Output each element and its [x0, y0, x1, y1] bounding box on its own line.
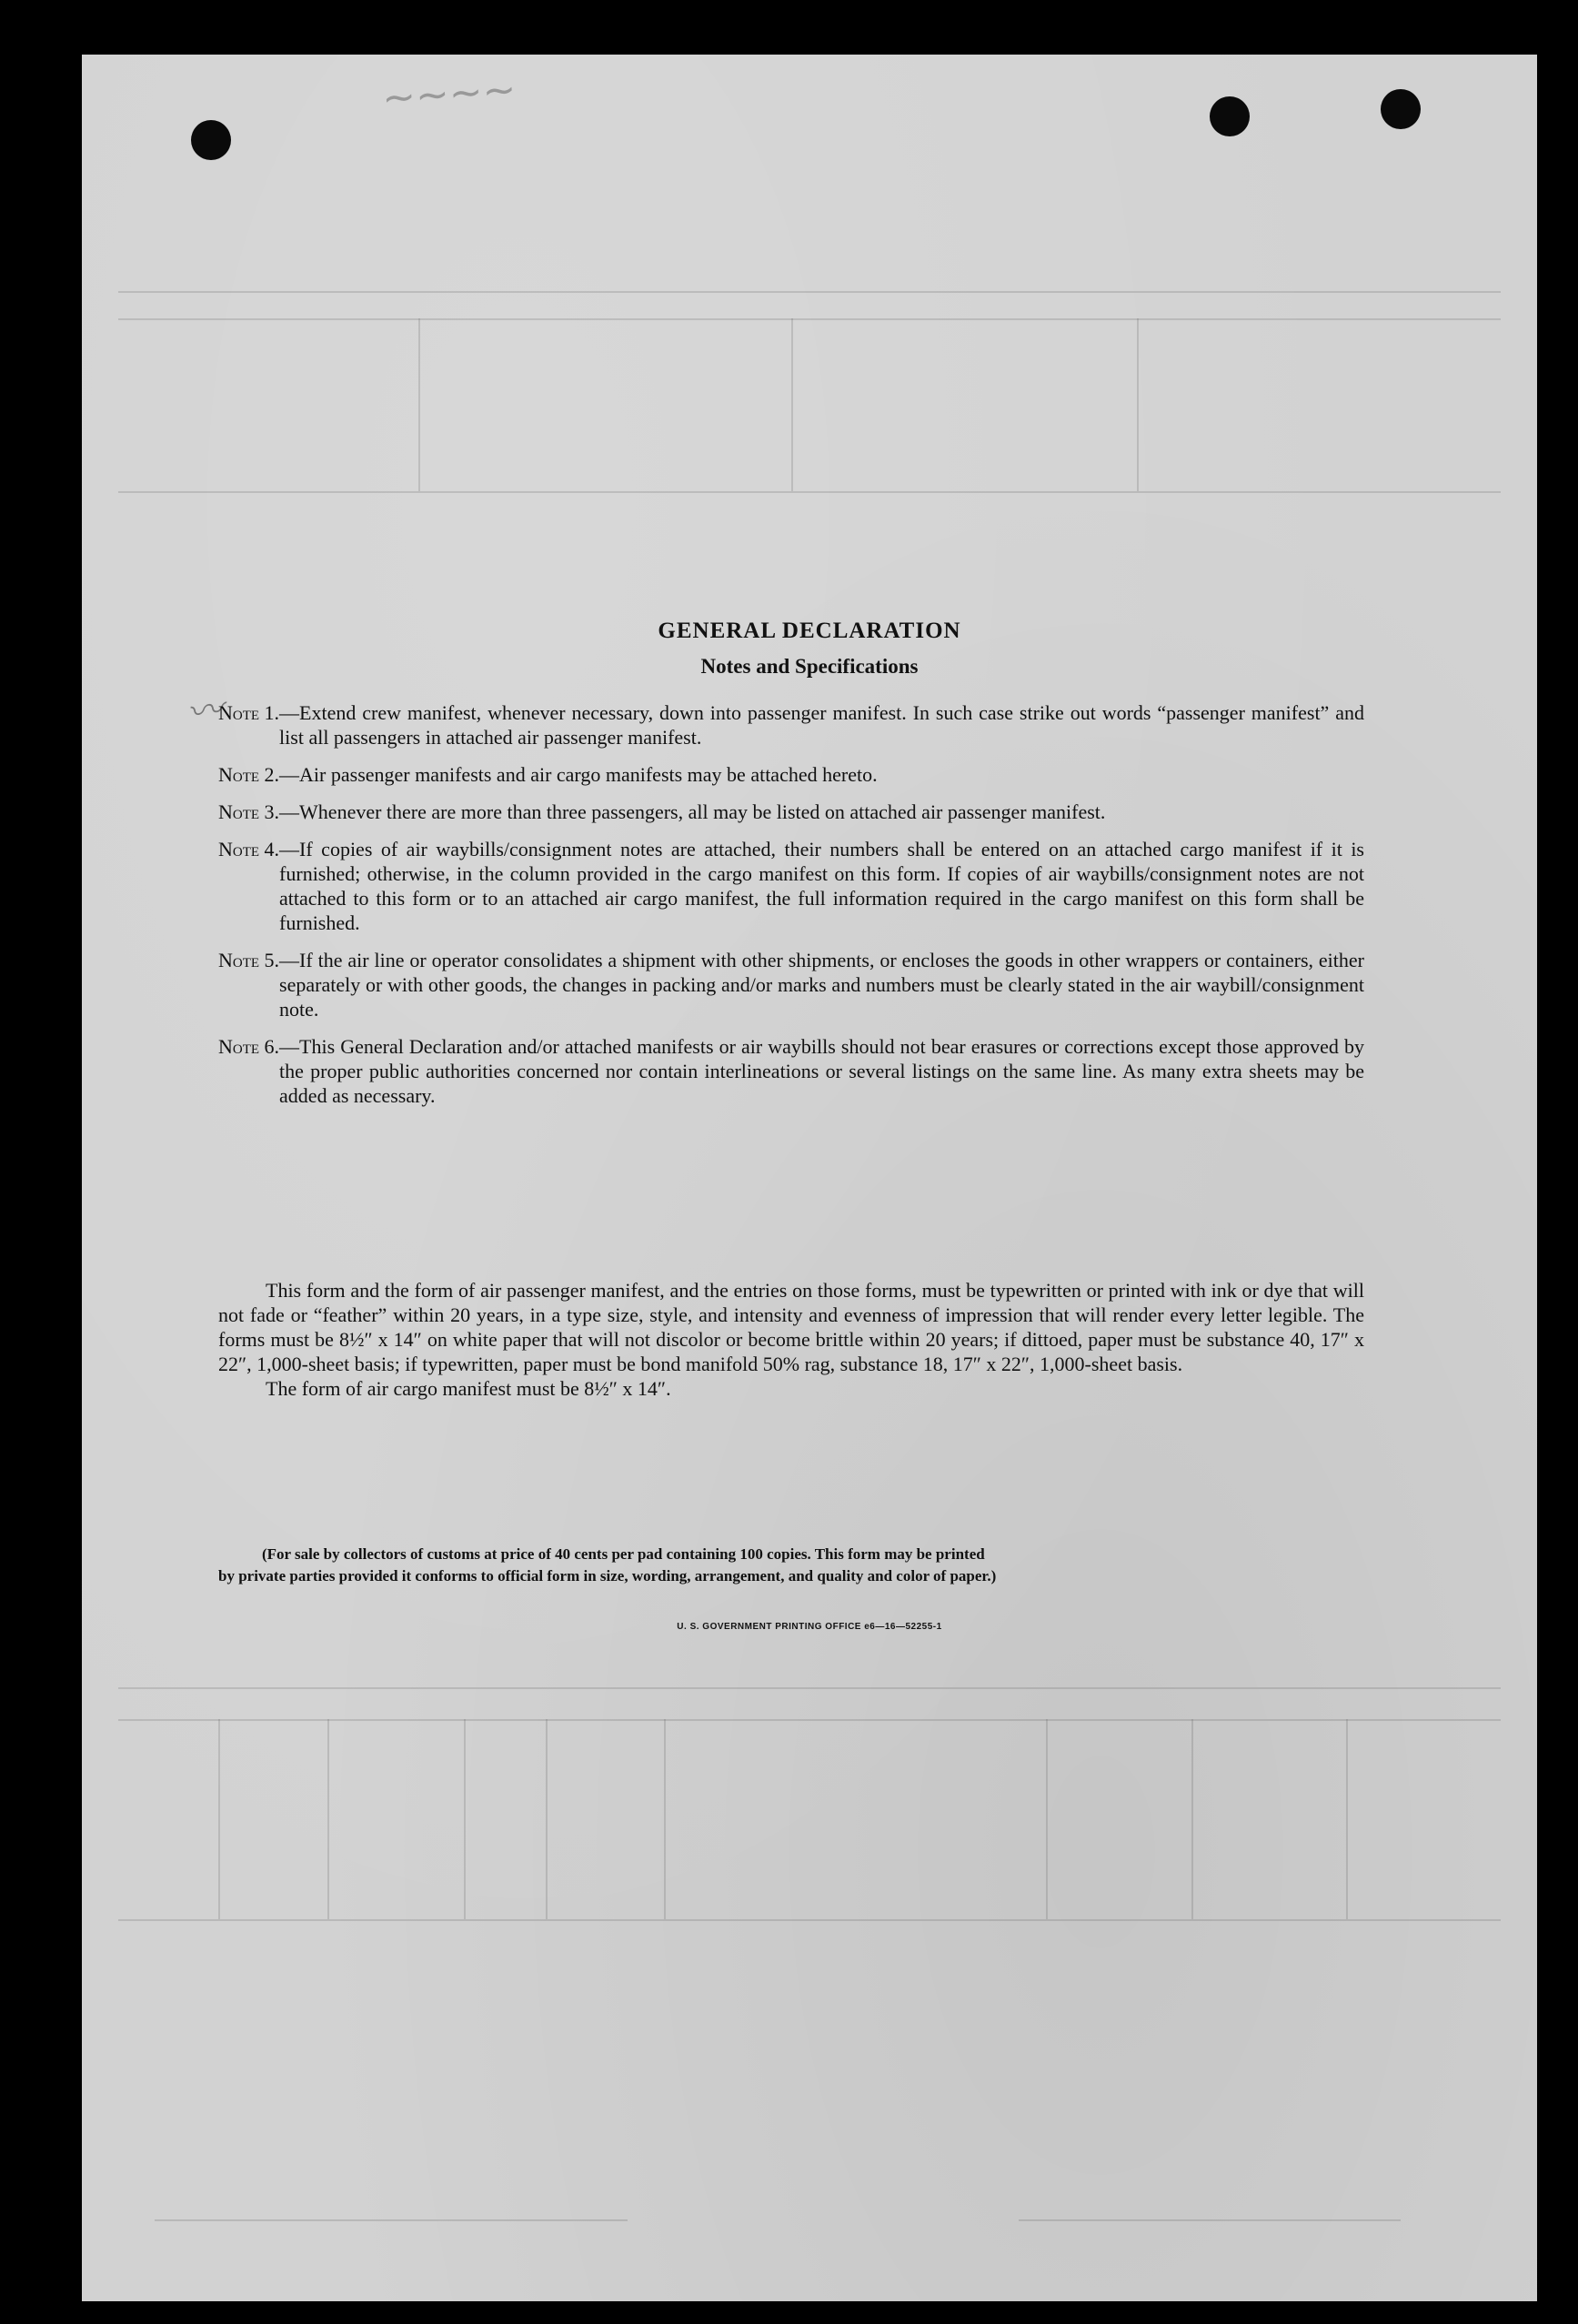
sale-notice: [218, 1544, 1364, 1587]
note-1: [218, 700, 1364, 750]
note-label: Note 2.: [218, 763, 280, 786]
sale-notice-line: (For sale by collectors of customs at price of 40 cents per pad containing 100 copies. This form may be printed: [262, 1545, 985, 1563]
form-specifications: [218, 1278, 1364, 1401]
printing-office-imprint: U. S. GOVERNMENT PRINTING OFFICE e6—16—52255-1: [677, 1622, 942, 1632]
cargo-manifest-size: The form of air cargo manifest must be 8½″ x 14″.: [266, 1377, 671, 1400]
handwriting-mark: 〰: [184, 688, 226, 735]
note-label: Note 1.: [218, 701, 280, 724]
note-6: [218, 1034, 1364, 1108]
note-5: [218, 948, 1364, 1021]
document-page: [82, 55, 1537, 2301]
note-label: Note 6.: [218, 1035, 280, 1058]
note-text: —Extend crew manifest, whenever necessary, down into passenger manifest. In such case strike out words “passenger manifest” and list all passengers in attached air passenger manifest.: [279, 701, 1364, 749]
punch-hole-right: [1381, 89, 1421, 129]
note-label: Note 4.: [218, 838, 280, 860]
handwriting-mark: ~~~~: [380, 65, 518, 123]
note-text: —If the air line or operator consolidates a shipment with other shipments, or encloses the goods in other wrappers or containers, either separately or with other goods, the changes in packing and/or marks and numbers must be clearly stated in the air waybill/consignment note.: [279, 949, 1364, 1021]
note-text: —Whenever there are more than three passengers, all may be listed on attached air passenger manifest.: [279, 800, 1106, 823]
note-3: [218, 800, 1364, 824]
sale-notice-line: by private parties provided it conforms to official form in size, wording, arrangement, and quality and color of paper.): [218, 1567, 997, 1585]
note-4: [218, 837, 1364, 935]
notes-list: [218, 700, 1364, 1121]
document-subtitle: Notes and Specifications: [700, 655, 919, 678]
note-text: —This General Declaration and/or attached manifests or air waybills should not bear erasures or corrections except those approved by the proper public authorities concerned nor contain interlineations or several listings on the same line. As many extra sheets may be added as necessary.: [279, 1035, 1364, 1107]
punch-hole-left: [191, 120, 231, 160]
note-text: —Air passenger manifests and air cargo manifests may be attached hereto.: [279, 763, 878, 786]
document-title: GENERAL DECLARATION: [658, 619, 961, 643]
note-label: Note 3.: [218, 800, 280, 823]
punch-hole-center: [1210, 96, 1250, 136]
note-2: [218, 762, 1364, 787]
note-text: —If copies of air waybills/consignment notes are attached, their numbers shall be entered on an attached cargo manifest if it is furnished; otherwise, in the column provided in the cargo manifest on this form. If copies of air waybills/consignment notes are not attached to this form or to an attached air cargo manifest, the full information required in the cargo manifest on this form shall be furnished.: [279, 838, 1364, 934]
specifications-paragraph: This form and the form of air passenger manifest, and the entries on those forms, must be typewritten or printed with ink or dye that will not fade or “feather” within 20 years, in a type size, style, and intensity and evenness of impression that will render every letter legible. The forms must be 8½″ x 14″ on white paper that will not discolor or become brittle within 20 years; if dittoed, paper must be substance 40, 17″ x 22″, 1,000-sheet basis; if typewritten, paper must be bond manifold 50% rag, substance 18, 17″ x 22″, 1,000-sheet basis.: [218, 1279, 1364, 1375]
note-label: Note 5.: [218, 949, 280, 971]
